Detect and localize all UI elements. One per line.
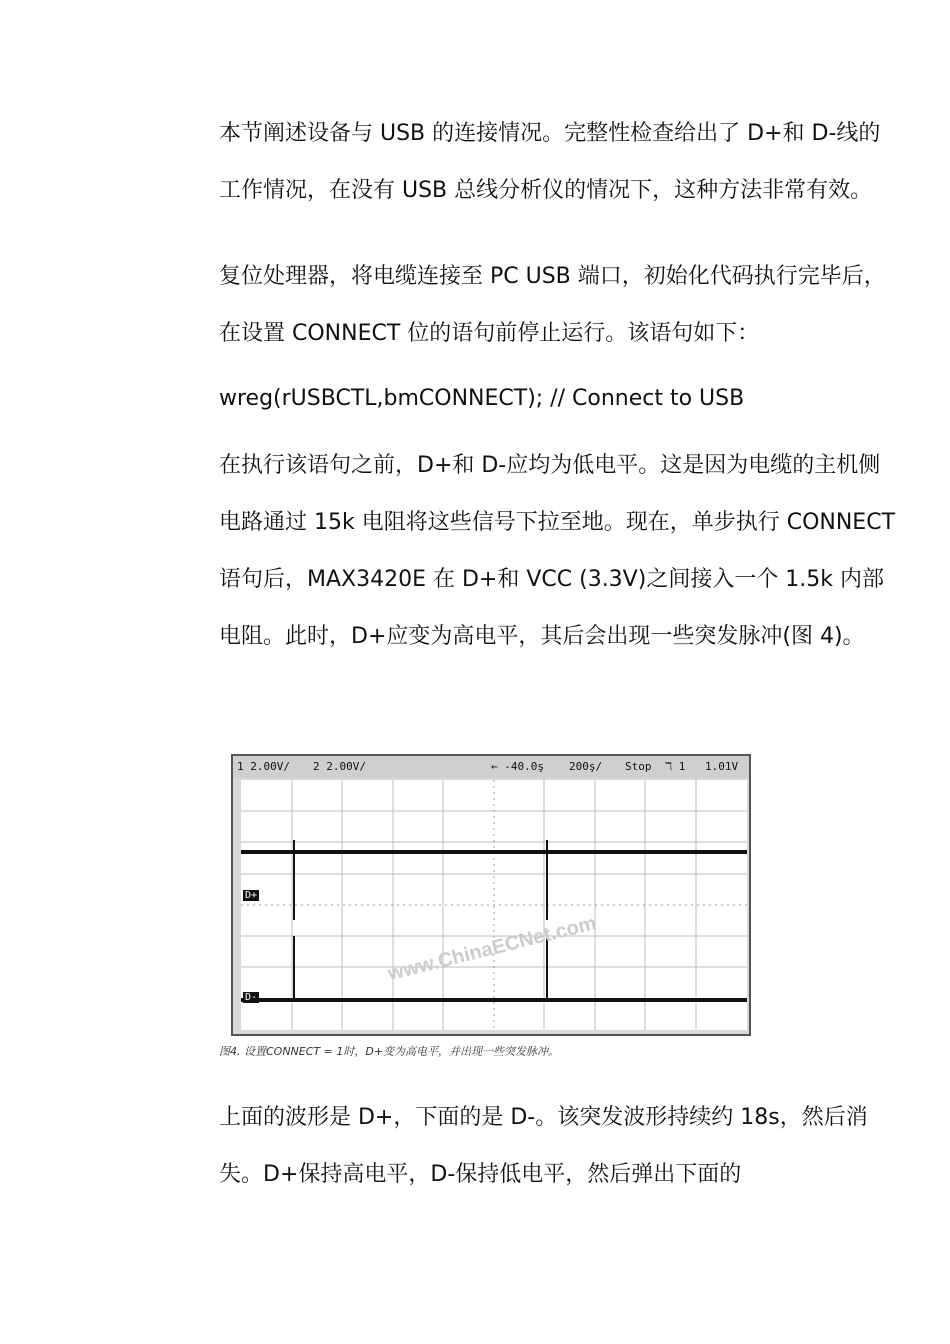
scope-ch1-scale: 1 2.00V/ xyxy=(237,760,290,773)
oscilloscope-figure xyxy=(231,754,751,1036)
label-dplus: D+ xyxy=(245,890,258,901)
scope-ch2-scale: 2 2.00V/ xyxy=(313,760,366,773)
scope-offset: ← -40.0ş xyxy=(491,760,544,773)
figure-caption: 图4. 设置CONNECT = 1时，D+变为高电平，并出现一些突发脉冲。 xyxy=(219,1045,560,1058)
watermark-text: www.ChinaECNet.com xyxy=(385,912,599,986)
paragraph-reset-steps: 复位处理器，将电缆连接至 PC USB 端口，初始化代码执行完毕后，在设置 CONNECT 位的语句前停止运行。该语句如下： xyxy=(219,264,886,346)
code-line-connect: wreg(rUSBCTL,bmCONNECT); // Connect to USB xyxy=(219,386,745,411)
waveform-graphic xyxy=(241,780,747,1030)
paragraph-signal-levels: 在执行该语句之前，D+和 D-应均为低电平。这是因为电缆的主机侧电路通过 15k 电阻将这些信号下拉至地。现在，单步执行 CONNECT 语句后，MAX3420E 在 D+和 VCC (3.3V)之间接入一个 1.5k 内部电阻。此时，D+应变为高电平，其后会出现一些突发脉冲(图 4)。 xyxy=(219,453,896,649)
scope-header xyxy=(233,756,749,778)
paragraph-connection-intro: 本节阐述设备与 USB 的连接情况。完整性检查给出了 D+和 D-线的工作情况，在没有 USB 总线分析仪的情况下，这种方法非常有效。 xyxy=(219,121,881,203)
label-dminus: D- xyxy=(245,992,258,1003)
scope-plot xyxy=(241,780,747,1030)
scope-trigger-level: 1.01V xyxy=(705,760,739,773)
scope-timebase: 200ş/ xyxy=(569,760,603,773)
scope-trigger: ℸ 1 xyxy=(665,760,686,773)
scope-status: Stop xyxy=(625,760,652,773)
paragraph-waveform-description: 上面的波形是 D+，下面的是 D-。该突发波形持续约 18s，然后消失。D+保持高电平，D-保持低电平，然后弹出下面的 xyxy=(219,1105,868,1187)
